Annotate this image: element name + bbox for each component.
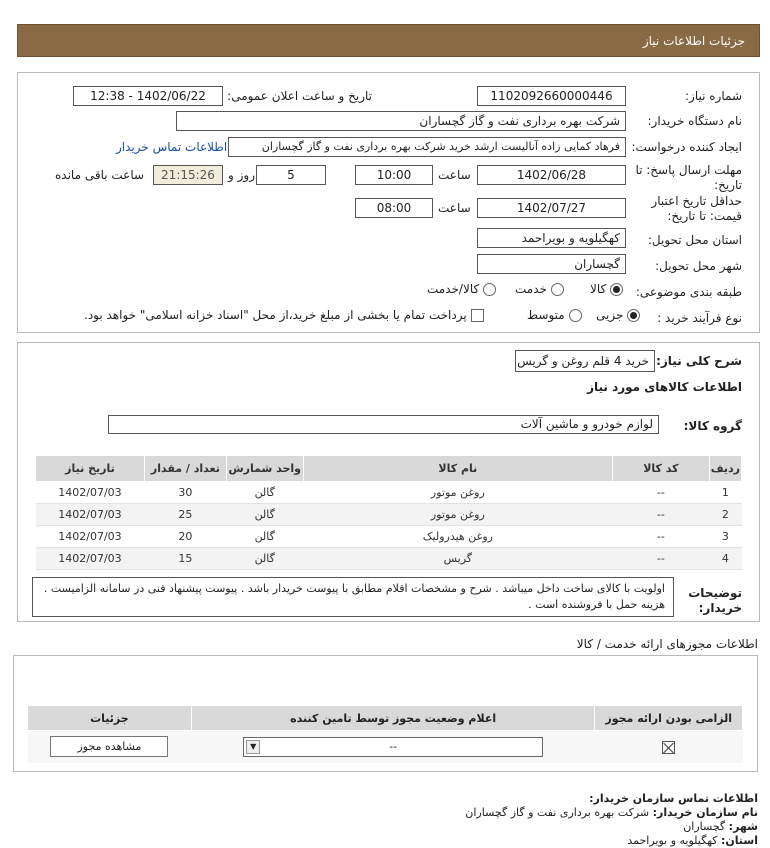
contact-city-line: شهر: گچساران bbox=[683, 820, 758, 833]
contact-title: اطلاعات تماس سازمان خریدار: bbox=[589, 792, 758, 805]
col-license-details: جزئیات bbox=[28, 706, 192, 731]
license-required-checkbox-icon bbox=[662, 741, 675, 754]
radio-icon bbox=[569, 309, 582, 322]
goods-table bbox=[35, 455, 742, 570]
buyer-org-field: شرکت بهره برداری نفت و گاز گچساران bbox=[176, 111, 626, 131]
validity-label: حداقل تاریخ اعتبار bbox=[651, 194, 742, 208]
buyer-notes-label: توضیحات bbox=[688, 586, 742, 600]
checkbox-icon bbox=[471, 309, 484, 322]
license-row bbox=[28, 731, 743, 763]
deadline-date-field: 1402/06/28 bbox=[477, 165, 626, 185]
col-name: نام کالا bbox=[303, 456, 612, 482]
validity-time-field: 08:00 bbox=[355, 198, 433, 218]
city-label: شهر محل تحویل: bbox=[655, 259, 742, 273]
table-row: 1 -- روغن موتور گالن 30 1402/07/03 bbox=[36, 482, 742, 504]
category-option-goods[interactable]: کالا bbox=[590, 282, 623, 296]
col-code: کد کالا bbox=[612, 456, 709, 482]
province-label: استان محل تحویل: bbox=[647, 233, 742, 247]
buyer-notes-field: اولویت با کالای ساخت داخل میباشد . شرح و مشخصات اقلام مطابق با پیوست خریدار باشد . پیوست پیشنهاد فنی در سامانه الزامیست . هزینه حمل با فروشنده است . bbox=[32, 577, 674, 617]
category-option-both[interactable]: کالا/خدمت bbox=[427, 282, 496, 296]
process-option-medium[interactable]: متوسط bbox=[527, 308, 582, 322]
remaining-label: ساعت باقی مانده bbox=[55, 168, 145, 182]
page-title: جزئیات اطلاعات نیاز bbox=[642, 34, 745, 48]
col-date: تاریخ نیاز bbox=[36, 456, 145, 482]
need-number-label: شماره نیاز: bbox=[685, 89, 742, 103]
radio-icon bbox=[483, 283, 496, 296]
requester-field: فرهاد کمایی زاده آنالیست ارشد خرید شرکت بهره برداری نفت و گاز گچساران bbox=[228, 137, 626, 157]
buyer-contact-link[interactable]: اطلاعات تماس خریدار bbox=[116, 140, 228, 154]
days-field: 5 bbox=[256, 165, 326, 185]
deadline-label-2: تاریخ: bbox=[714, 178, 742, 192]
days-label: روز و bbox=[228, 168, 255, 182]
goods-table-header bbox=[36, 456, 742, 482]
need-description-field: خرید 4 قلم روغن و گریس bbox=[515, 350, 655, 372]
contact-org-line: نام سازمان خریدار: شرکت بهره برداری نفت و گاز گچساران bbox=[465, 806, 758, 819]
validity-label-2: قیمت: تا تاریخ: bbox=[667, 209, 742, 223]
col-row: ردیف bbox=[709, 456, 741, 482]
table-row: 2 -- روغن موتور گالن 25 1402/07/03 bbox=[36, 504, 742, 526]
deadline-time-label: ساعت bbox=[438, 168, 471, 182]
category-option-service[interactable]: خدمت bbox=[515, 282, 564, 296]
city-field: گچساران bbox=[477, 254, 626, 274]
category-label: طبقه بندی موضوعی: bbox=[635, 285, 742, 299]
validity-time-label: ساعت bbox=[438, 201, 471, 215]
view-license-button[interactable]: مشاهده مجوز bbox=[50, 736, 168, 757]
deadline-label: مهلت ارسال پاسخ: تا bbox=[635, 163, 742, 177]
license-status-select[interactable]: ▼ -- bbox=[243, 737, 543, 757]
license-section-title: اطلاعات مجوزهای ارائه خدمت / کالا bbox=[576, 637, 758, 651]
requester-label: ایجاد کننده درخواست: bbox=[631, 140, 742, 154]
announce-field: 1402/06/22 - 12:38 bbox=[73, 86, 223, 106]
buyer-org-label: نام دستگاه خریدار: bbox=[647, 114, 742, 128]
announce-label: تاریخ و ساعت اعلان عمومی: bbox=[227, 89, 372, 103]
need-number-field: 1102092660000446 bbox=[477, 86, 626, 106]
goods-group-label: گروه کالا: bbox=[683, 419, 742, 433]
col-license-status: اعلام وضعیت مجوز توسط تامین کننده bbox=[191, 706, 595, 731]
table-row: 4 -- گریس گالن 15 1402/07/03 bbox=[36, 548, 742, 570]
buyer-notes-label-2: خریدار: bbox=[698, 601, 742, 615]
process-label: نوع فرآیند خرید : bbox=[657, 311, 742, 325]
goods-group-field: لوازم خودرو و ماشین آلات bbox=[108, 415, 659, 434]
validity-date-field: 1402/07/27 bbox=[477, 198, 626, 218]
license-table-header bbox=[28, 706, 743, 731]
process-option-minor[interactable]: جزیی bbox=[596, 308, 640, 322]
page-header bbox=[17, 24, 760, 57]
contact-province-line: استان: کهگیلویه و بویراحمد bbox=[627, 834, 758, 847]
license-table bbox=[27, 705, 743, 763]
remaining-time-field: 21:15:26 bbox=[153, 165, 223, 185]
table-row: 3 -- روغن هیدرولیک گالن 20 1402/07/03 bbox=[36, 526, 742, 548]
buyer-contact-section bbox=[465, 792, 758, 848]
deadline-time-field: 10:00 bbox=[355, 165, 433, 185]
col-license-required: الزامی بودن ارائه مجوز bbox=[595, 706, 743, 731]
dropdown-arrow-icon: ▼ bbox=[246, 740, 260, 754]
radio-icon bbox=[551, 283, 564, 296]
col-quantity: تعداد / مقدار bbox=[144, 456, 226, 482]
province-field: کهگیلویه و بویراحمد bbox=[477, 228, 626, 248]
radio-selected-icon bbox=[610, 283, 623, 296]
col-unit: واحد شمارش bbox=[226, 456, 303, 482]
radio-selected-icon bbox=[627, 309, 640, 322]
goods-info-title: اطلاعات کالاهای مورد نیاز bbox=[587, 380, 742, 394]
need-description-label: شرح کلی نیاز: bbox=[656, 354, 742, 368]
treasury-payment-checkbox[interactable]: پرداخت تمام یا بخشی از مبلغ خرید،از محل "اسناد خزانه اسلامی" خواهد بود. bbox=[84, 308, 484, 322]
